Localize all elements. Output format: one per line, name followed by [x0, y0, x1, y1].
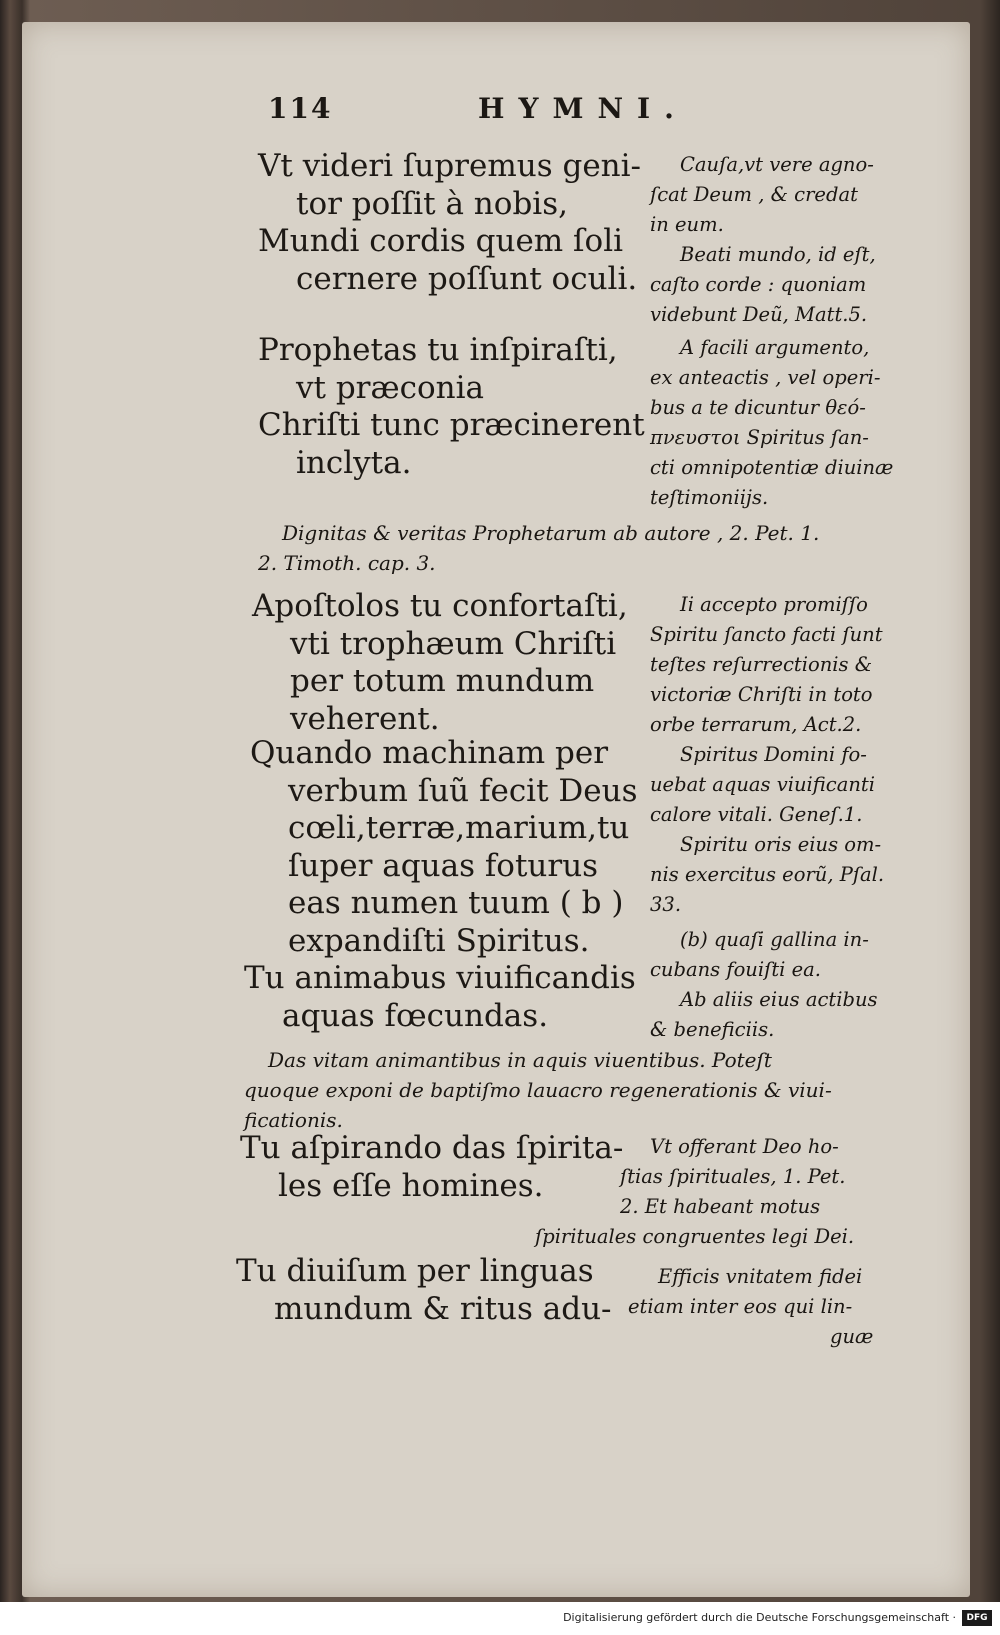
hymn-verse	[236, 1253, 612, 1328]
hymn-verse	[240, 1130, 623, 1205]
hymn-verse	[258, 148, 641, 298]
verse-line: aquas fœcundas.	[282, 997, 549, 1034]
verse-line: Prophetas tu inſpiraſti,	[258, 332, 618, 368]
verse-line: Chriſti tunc præcinerent	[258, 407, 645, 443]
note-line: Spiritu ſancto facti ſunt	[650, 623, 883, 646]
note-line: πνευστοι Spiritus ſan-	[650, 426, 869, 449]
note-line: Spiritus Domini fo-	[680, 743, 867, 766]
note-line: Vt offerant Deo ho-	[650, 1135, 839, 1158]
note-line: ſtias ſpirituales, 1. Pet.	[620, 1165, 846, 1188]
note-line: Ab aliis eius actibus	[680, 988, 878, 1011]
verse-line: inclyta.	[296, 444, 412, 481]
verse-line: tor poſſit à nobis,	[296, 185, 568, 222]
note-line: Beati mundo, id eſt,	[680, 243, 876, 266]
note-line: nis exercitus eorũ, Pſal.	[650, 863, 885, 886]
note-line: teſtes reſurrectionis &	[650, 653, 873, 676]
note-line: videbunt Deũ, Matt.5.	[650, 303, 868, 326]
note-line: 2. Et habeant motus	[620, 1195, 821, 1218]
page-header	[248, 92, 708, 132]
catchword-text: guæ	[830, 1325, 874, 1348]
footnote	[258, 518, 819, 578]
verse-line: veherent.	[290, 700, 440, 737]
footnote-line: Dignitas & veritas Prophetarum ab autore , 2. Pet. 1.	[282, 521, 820, 545]
note-line: ſpirituales congruentes legi Dei.	[535, 1225, 855, 1248]
verse-line: ſuper aquas foturus	[288, 847, 599, 884]
note-line: teſtimoniijs.	[650, 486, 769, 509]
dfg-logo: DFG	[962, 1610, 992, 1626]
verse-line: vt præconia	[296, 369, 485, 406]
verse-line: Mundi cordis quem ſoli	[258, 223, 624, 259]
verse-line: Quando machinam per	[250, 735, 609, 771]
note-line: orbe terrarum, Act.2.	[650, 713, 862, 736]
note-line: uebat aquas viuificanti	[650, 773, 875, 796]
note-line: 33.	[650, 893, 682, 916]
note-line: cubans fouiſti ea.	[650, 958, 821, 981]
margin-note	[650, 740, 884, 920]
hymn-verse	[244, 960, 636, 1035]
funding-credit: Digitalisierung gefördert durch die Deutsche Forschungsgemeinschaft ·	[563, 1611, 956, 1624]
verse-line: eas numen tuum ( b )	[288, 885, 624, 921]
note-line: A facili argumento,	[680, 336, 870, 359]
footnote-line: 2. Timoth. cap. 3.	[258, 551, 436, 575]
margin-note	[650, 150, 876, 330]
note-line: in eum.	[650, 213, 724, 236]
catchword	[830, 1322, 873, 1352]
note-line: cti omnipotentiæ diuinæ	[650, 456, 894, 479]
running-title: HYMNI.	[478, 92, 688, 125]
note-line: calore vitali. Geneſ.1.	[650, 803, 863, 826]
note-line: Ii accepto promiſſo	[680, 593, 868, 616]
verse-line: cernere poſſunt oculi.	[296, 260, 638, 297]
margin-note	[650, 333, 893, 513]
margin-note-continued	[535, 1222, 854, 1252]
footnote-line: Das vitam animantibus in aquis viuentibus. Poteſt	[268, 1048, 772, 1072]
note-line: Cauſa,vt vere agno-	[680, 153, 874, 176]
verse-line: Tu animabus viuificandis	[244, 960, 636, 996]
note-line: ſcat Deum , & credat	[650, 183, 858, 206]
digitization-footer	[0, 1602, 1000, 1635]
verse-line: Tu diuiſum per linguas	[236, 1253, 594, 1289]
verse-line: Vt videri ſupremus geni-	[258, 148, 642, 184]
note-line: & beneficiis.	[650, 1018, 775, 1041]
note-line: (b) quaſi gallina in-	[680, 928, 869, 951]
verse-line: vti trophæum Chriſti	[290, 625, 617, 662]
margin-note	[650, 590, 883, 740]
verse-line: per totum mundum	[290, 663, 595, 699]
verse-line: cœli,terræ,marium,tu	[288, 810, 630, 846]
footnote	[244, 1045, 832, 1135]
verse-line: Tu aſpirando das ſpirita-	[240, 1130, 624, 1166]
note-line: Spiritu oris eius om-	[680, 833, 882, 856]
note-line: Efficis vnitatem fidei	[658, 1265, 863, 1288]
margin-note	[620, 1132, 845, 1222]
note-line: etiam inter eos qui lin-	[628, 1295, 853, 1318]
hymn-verse	[250, 735, 637, 960]
verse-line: verbum ſuũ fecit Deus	[288, 772, 638, 809]
note-line: bus a te dicuntur θεό-	[650, 396, 866, 419]
note-line: victoriæ Chriſti in toto	[650, 683, 873, 706]
footnote-line: quoque exponi de baptiſmo lauacro regenerationis & viui-	[244, 1078, 832, 1102]
verse-line: mundum & ritus adu-	[274, 1290, 612, 1327]
footnote-line: ficationis.	[244, 1108, 343, 1132]
hymn-verse	[252, 588, 628, 738]
verse-line: les eſſe homines.	[278, 1167, 544, 1204]
verse-line: expandiſti Spiritus.	[288, 922, 590, 959]
note-line: caſto corde : quoniam	[650, 273, 867, 296]
note-line: ex anteactis , vel operi-	[650, 366, 881, 389]
margin-note	[650, 925, 878, 1045]
margin-note	[628, 1262, 862, 1322]
verse-line: Apoſtolos tu confortaſti,	[252, 588, 628, 624]
page-number: 114	[268, 92, 333, 125]
hymn-verse	[258, 332, 645, 482]
